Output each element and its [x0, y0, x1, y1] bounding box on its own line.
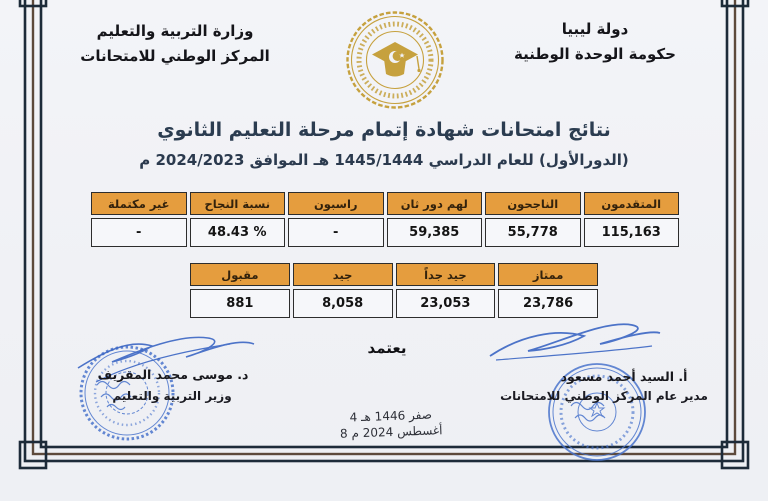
table-header-cell: راسبون [288, 192, 384, 215]
table-cell: 59,385 [387, 218, 483, 247]
table-cell: 881 [190, 289, 290, 318]
table-cell: % 48.43 [190, 218, 286, 247]
state-name: دولة ليبيا [561, 20, 629, 38]
signer-name-minister: د. موسى محمد المقريف [97, 367, 249, 382]
signer-name-director: أ. السيد أحمد مسعود [560, 369, 688, 384]
table-cell: 115,163 [584, 218, 680, 247]
signature-icon [490, 324, 660, 360]
table-cell: - [288, 218, 384, 247]
hijri-date: 4 صفر 1446 هـ [349, 407, 433, 425]
table-header-cell: المتقدمون [584, 192, 680, 215]
table-header-cell: ممتاز [498, 263, 598, 286]
center-name: المركز الوطني للامتحانات [80, 47, 270, 65]
gregorian-date: 8 أغسطس 2024 م [339, 423, 443, 441]
table-cell: 55,778 [485, 218, 581, 247]
approval-dates [339, 406, 443, 442]
government-name: حكومة الوحدة الوطنية [514, 45, 676, 63]
table-header-cell: جيد جداً [396, 263, 496, 286]
ministry-name: وزارة التربية والتعليم [96, 22, 254, 40]
table-cell: 8,058 [293, 289, 393, 318]
page-subtitle: (الدورالأول) للعام الدراسي 1445/1444 هـ الموافق 2024/2023 م [139, 151, 629, 169]
table-header-cell: لهم دور ثان [387, 192, 483, 215]
table-cell: 23,786 [498, 289, 598, 318]
signer-title-director: مدير عام المركز الوطني للامتحانات [500, 389, 708, 403]
table-cell: - [91, 218, 187, 247]
table-header-cell: جيد [293, 263, 393, 286]
page-title: نتائج امتحانات شهادة إتمام مرحلة التعليم الثانوي [157, 119, 611, 141]
table-header-cell: مقبول [190, 263, 290, 286]
approval-label: يعتمد [367, 339, 407, 357]
table-cell: 23,053 [396, 289, 496, 318]
table-header-cell: غير مكتملة [91, 192, 187, 215]
signer-title-minister: وزير التربية والتعليم [112, 389, 232, 403]
table-header-cell: نسبة النجاح [190, 192, 286, 215]
table-header-cell: الناجحون [485, 192, 581, 215]
